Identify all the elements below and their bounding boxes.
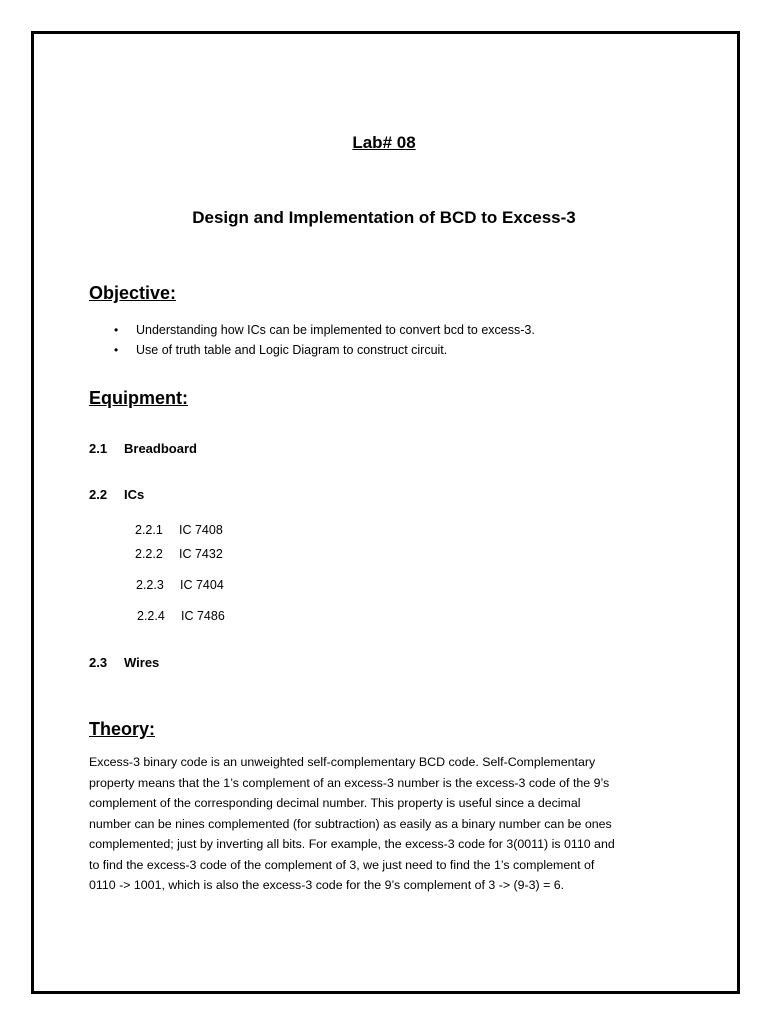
equipment-item-label: ICs	[124, 487, 145, 502]
objective-heading: Objective:	[89, 283, 177, 303]
theory-line: Excess-3 binary code is an unweighted self-complementary BCD code. Self-Complementary	[89, 755, 596, 769]
bullet-icon: •	[114, 343, 119, 357]
theory-heading: Theory:	[89, 719, 156, 739]
ic-item-number: 2.2.1	[135, 523, 163, 537]
ic-item-7486	[137, 609, 225, 623]
theory-line: number can be nines complemented (for subtraction) as easily as a binary number can be ones	[89, 816, 612, 831]
lab-number-title: Lab# 08	[352, 133, 416, 152]
objective-item-text: Use of truth table and Logic Diagram to construct circuit.	[136, 343, 448, 357]
list-item	[114, 340, 535, 360]
ic-item-number: 2.2.4	[137, 609, 165, 623]
objective-list	[114, 320, 535, 360]
equipment-heading: Equipment:	[89, 388, 188, 408]
bullet-icon: •	[114, 323, 119, 337]
ic-item-label: IC 7432	[179, 547, 223, 561]
theory-line: to find the excess-3 code of the complement of 3, we just need to find the 1’s complement of	[89, 857, 595, 872]
theory-line: 0110 -> 1001, which is also the excess-3 code for the 9’s complement of 3 -> (9-3) = 6.	[89, 878, 565, 892]
ic-item-7404	[136, 578, 224, 592]
equipment-item-number: 2.2	[89, 487, 108, 502]
theory-paragraph	[89, 752, 689, 896]
theory-line: complemented; just by inverting all bits. For example, the excess-3 code for 3(0011) is 0110 and	[89, 837, 615, 851]
ic-item-label: IC 7408	[179, 523, 223, 537]
objective-item-text: Understanding how ICs can be implemented to convert bcd to excess-3.	[136, 323, 535, 337]
ic-item-7408	[135, 523, 223, 537]
theory-line: property means that the 1’s complement of an excess-3 number is the excess-3 code of the 9’s	[89, 775, 610, 790]
equipment-item-wires	[89, 655, 159, 670]
ic-item-label: IC 7486	[181, 609, 225, 623]
theory-line: complement of the corresponding decimal number. This property is useful since a decimal	[89, 796, 581, 810]
equipment-item-ics	[89, 487, 144, 502]
list-item	[114, 320, 535, 340]
equipment-item-breadboard	[89, 441, 197, 456]
ic-item-number: 2.2.2	[135, 547, 163, 561]
equipment-item-number: 2.1	[89, 441, 108, 456]
equipment-item-label: Breadboard	[124, 441, 197, 456]
ic-item-number: 2.2.3	[136, 578, 164, 592]
equipment-item-number: 2.3	[89, 655, 108, 670]
document-title: Design and Implementation of BCD to Excess-3	[192, 208, 576, 227]
ic-item-7432	[135, 547, 223, 561]
equipment-item-label: Wires	[124, 655, 160, 670]
ic-item-label: IC 7404	[180, 578, 224, 592]
